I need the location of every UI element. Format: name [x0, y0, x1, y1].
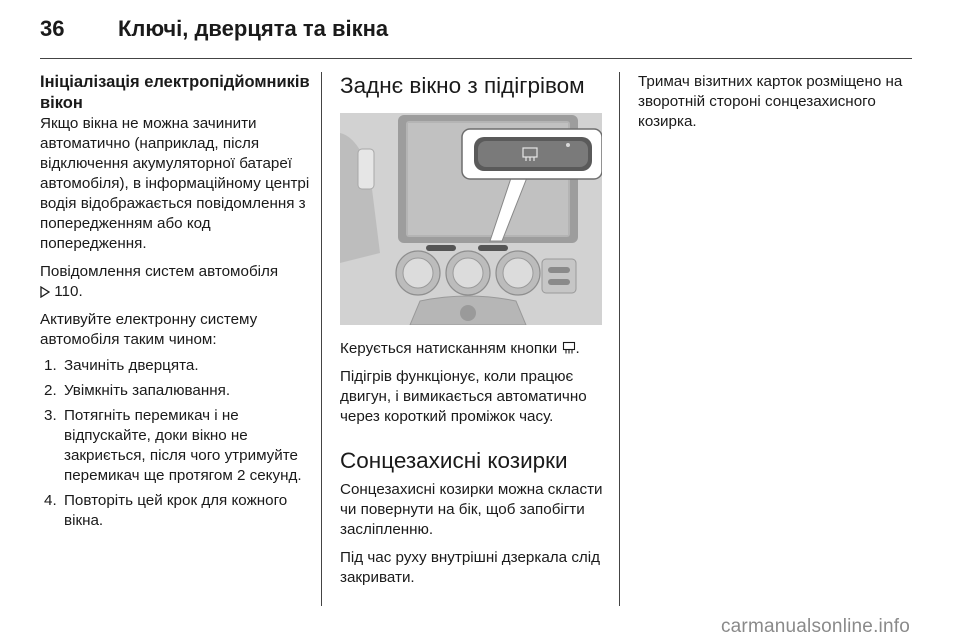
- page-number: 36: [40, 16, 65, 41]
- step-number: 1.: [44, 357, 57, 374]
- page-title: Ключі, дверцята та вікна: [118, 16, 389, 41]
- right-column: [638, 72, 918, 140]
- rear-window-control-text: Керується натисканням кнопки: [340, 340, 558, 357]
- page-reference-icon: [40, 286, 50, 298]
- list-item: [40, 491, 312, 531]
- window-init-heading: Ініціалізація електропідйомників вікон: [40, 73, 310, 112]
- header-rule: [40, 58, 912, 59]
- rear-window-heat-paragraph: Підігрів функціонує, коли працює двигун, і вимикається автоматично через короткий проміжок часу.: [340, 368, 587, 425]
- card-holder-paragraph: Тримач візитних карток розміщено на зворотній стороні сонцезахисного козирка.: [638, 73, 903, 130]
- steps-list: [40, 356, 312, 531]
- step-number: 3.: [44, 407, 57, 424]
- vehicle-messages-ref[interactable]: 110.: [54, 283, 83, 300]
- left-column: [40, 72, 312, 536]
- list-item: [40, 381, 312, 401]
- dashboard-illustration: [340, 113, 602, 325]
- sun-visors-heading: Сонцезахисні козирки: [340, 448, 568, 473]
- activate-paragraph: Активуйте електронну систему автомобіля таким чином:: [40, 311, 258, 348]
- rear-window-control-paragraph: Керується натисканням кнопки .: [340, 340, 580, 357]
- step-number: 4.: [44, 492, 57, 509]
- window-init-paragraph: Якщо вікна не можна зачинити автоматично (наприклад, після відключення акумуляторної батареї автомобіля), в інформаційному центрі водія відображається повідомлення з попередженням або код попередження.: [40, 115, 310, 252]
- step-text: Зачиніть дверцята.: [64, 357, 199, 374]
- column-divider-right: [619, 72, 620, 606]
- list-item: [40, 356, 312, 376]
- rear-window-heat-icon: [562, 341, 576, 355]
- step-text: Повторіть цей крок для кожного вікна.: [64, 492, 288, 529]
- list-item: [40, 406, 312, 486]
- watermark: carmanualsonline.info: [720, 616, 910, 637]
- rear-window-heading: Заднє вікно з підігрівом: [340, 73, 585, 98]
- vanity-mirror-paragraph: Під час руху внутрішні дзеркала слід закривати.: [340, 549, 601, 586]
- vehicle-messages-paragraph: [40, 262, 312, 302]
- step-number: 2.: [44, 382, 57, 399]
- column-divider-left: [321, 72, 322, 606]
- middle-column: [340, 72, 610, 596]
- step-text: Потягніть перемикач і не відпускайте, доки вікно не закриється, після чого утримуйте перемикач ще протягом 2 секунд.: [64, 407, 302, 484]
- step-text: Увімкніть запалювання.: [64, 382, 231, 399]
- vehicle-messages-text: Повідомлення систем автомобіля: [40, 263, 279, 280]
- sun-visors-paragraph: Сонцезахисні козирки можна скласти чи повернути на бік, щоб запобігти засліпленню.: [340, 481, 603, 538]
